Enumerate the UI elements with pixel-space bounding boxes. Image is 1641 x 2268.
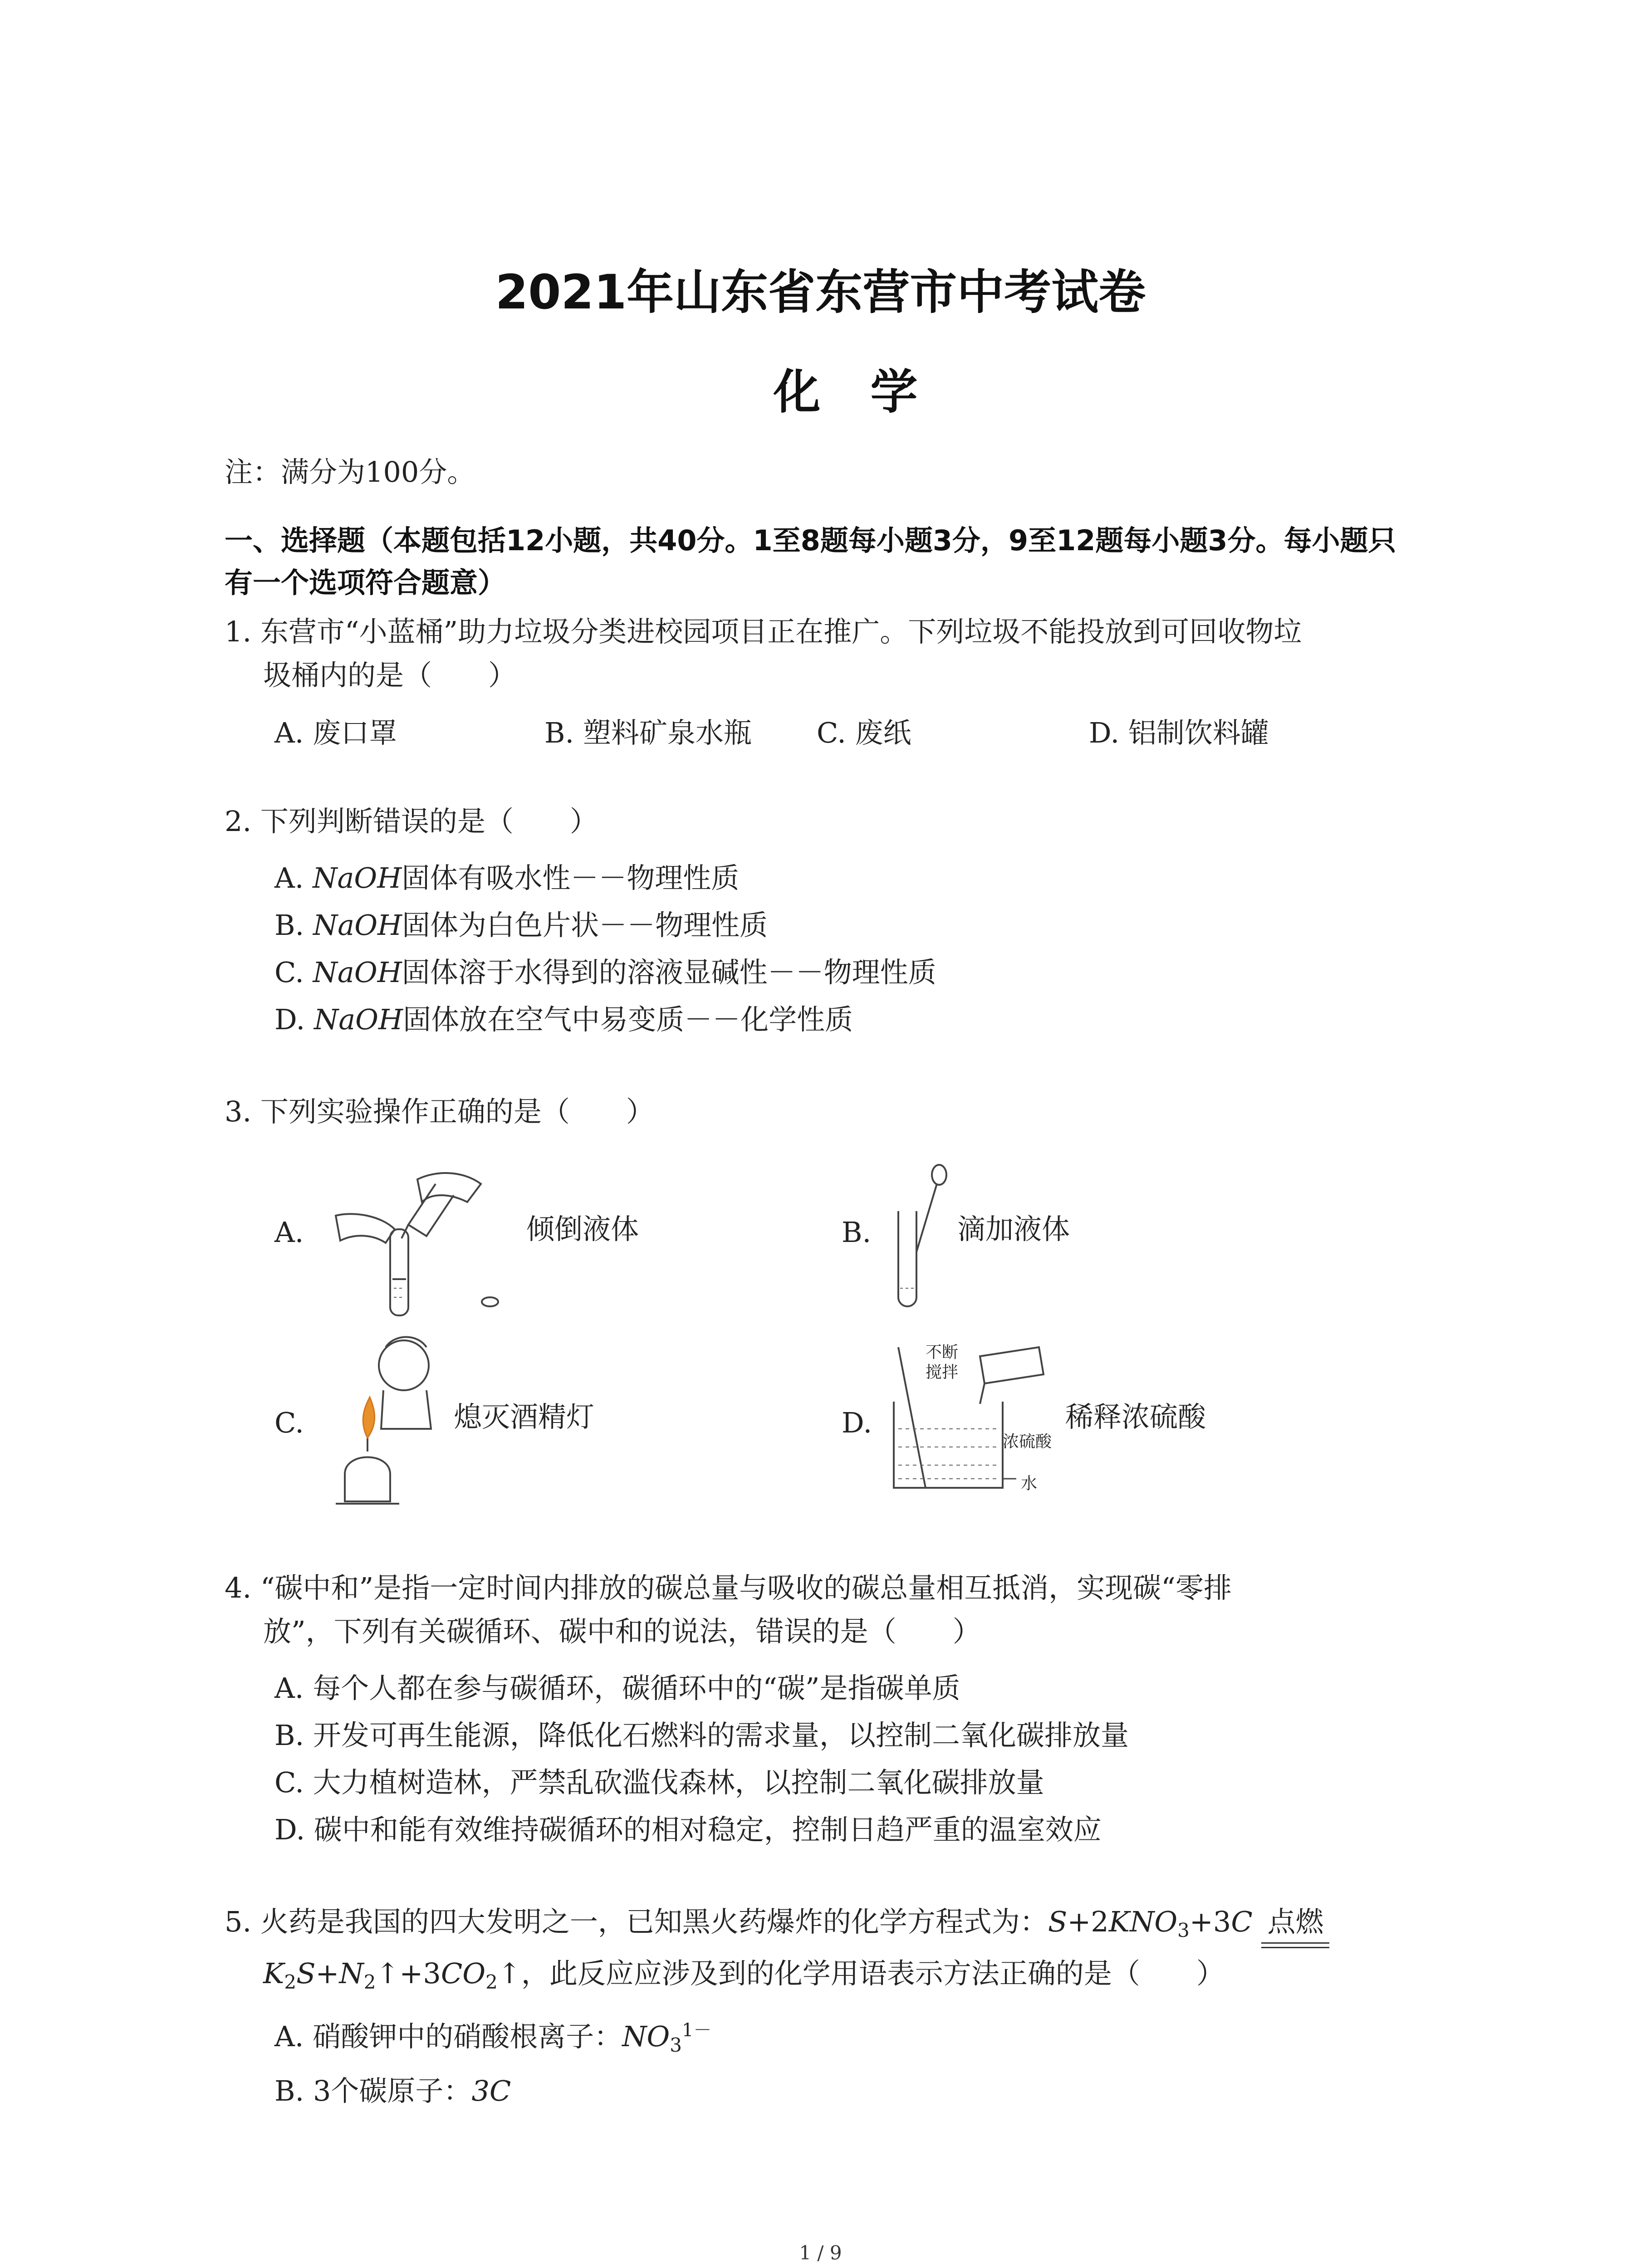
q1-stem-line1: 1. 东营市“小蓝桶”助力垃圾分类进校园项目正在推广。下列垃圾不能投放到可回收物垃 <box>225 615 1302 648</box>
q3-option-a-caption: 倾倒液体 <box>526 1212 639 1246</box>
q5-stem-line1: 5. 火药是我国的四大发明之一，已知黑火药爆炸的化学方程式为：$S+2KNO_3+3C$ 点燃 <box>225 1908 1329 1940</box>
q2-option-a <box>274 855 739 896</box>
score-note: 注：满分为100分。 <box>225 455 475 489</box>
nitrate-ion-formula: NO <box>622 2020 670 2053</box>
alcohol-lamp-illustration <box>318 1329 463 1520</box>
q4-stem-line1: 4. “碳中和”是指一定时间内排放的碳总量与吸收的碳总量相互抵消，实现碳“零排 <box>225 1571 1232 1604</box>
dilute-sulfuric-acid-illustration <box>889 1338 1080 1501</box>
page-number: 1 / 9 <box>799 2242 842 2264</box>
q3-stem: 3. 下列实验操作正确的是（ ） <box>225 1095 654 1128</box>
fig-d-water-label: 水 <box>1021 1474 1038 1493</box>
q5-option-b: B. 3个碳原子：3C <box>274 2074 511 2107</box>
q1-option-d: D. 铝制饮料罐 <box>1089 716 1269 749</box>
q5-stem-line2: $K_2S+N_2↑+3CO_2↑$，此反应应涉及到的化学用语表示方法正确的是（ ） <box>263 1957 1225 1993</box>
q2-option-b-formula: NaOH <box>313 909 402 942</box>
q5-equation-reactants: S <box>1048 1905 1068 1938</box>
q1-option-c: C. 废纸 <box>817 716 911 749</box>
q1-stem-line2: 圾桶内的是（ ） <box>263 659 517 692</box>
q3-option-d-caption: 稀释浓硫酸 <box>1065 1400 1206 1433</box>
reaction-condition: 点燃 <box>1261 1908 1329 1936</box>
q2-option-d-text: 固体放在空气中易变质－－化学性质 <box>403 1003 853 1036</box>
q2-option-a-letter: A. <box>274 861 304 894</box>
q4-option-c: C. 大力植树造林，严禁乱砍滥伐森林，以控制二氧化碳排放量 <box>274 1766 1044 1799</box>
q4-stem-line2: 放”，下列有关碳循环、碳中和的说法，错误的是（ ） <box>263 1615 981 1648</box>
q5-stem-prefix: 5. 火药是我国的四大发明之一，已知黑火药爆炸的化学方程式为： <box>225 1905 1048 1938</box>
q3-option-b-letter: B. <box>842 1216 872 1249</box>
q5-equation-products: K <box>263 1957 284 1990</box>
q2-option-b <box>274 903 768 943</box>
q2-option-d-formula: NaOH <box>314 1003 403 1036</box>
q2-option-c-letter: C. <box>274 956 304 989</box>
q2-option-c <box>274 950 936 990</box>
q3-option-a-letter: A. <box>274 1216 304 1249</box>
dropper-illustration <box>889 1161 962 1315</box>
q2-option-a-text: 固体有吸水性－－物理性质 <box>402 861 740 894</box>
q2-option-b-letter: B. <box>274 909 304 942</box>
q1-option-b: B. 塑料矿泉水瓶 <box>544 716 752 749</box>
q5-option-a: A. 硝酸钾中的硝酸根离子：$NO_3^{1-}$ <box>274 2020 712 2056</box>
subject-title: 化学 <box>773 364 968 420</box>
q4-option-d: D. 碳中和能有效维持碳循环的相对稳定，控制日趋严重的温室效应 <box>274 1813 1102 1846</box>
q2-option-a-formula: NaOH <box>313 861 402 894</box>
three-carbon-atoms: 3C <box>471 2074 511 2107</box>
q2-option-c-formula: NaOH <box>313 956 402 989</box>
q4-option-a: A. 每个人都在参与碳循环，碳循环中的“碳”是指碳单质 <box>274 1672 960 1705</box>
fig-d-stir-label: 不断 搅拌 <box>926 1343 959 1382</box>
q2-option-d-letter: D. <box>274 1003 305 1036</box>
q3-option-c-letter: C. <box>274 1406 304 1439</box>
section-heading-line2: 有一个选项符合题意） <box>225 566 506 599</box>
q3-option-b-caption: 滴加液体 <box>957 1212 1070 1246</box>
q2-stem: 2. 下列判断错误的是（ ） <box>225 805 598 838</box>
q5-stem-suffix: ，此反应应涉及到的化学用语表示方法正确的是（ ） <box>521 1957 1225 1990</box>
flame-icon <box>363 1397 375 1438</box>
q3-option-d-letter: D. <box>842 1406 872 1439</box>
q2-option-b-text: 固体为白色片状－－物理性质 <box>402 909 768 942</box>
q2-option-c-text: 固体溶于水得到的溶液显碱性－－物理性质 <box>402 956 936 989</box>
q1-option-a: A. 废口罩 <box>274 716 397 749</box>
pour-liquid-illustration <box>318 1161 517 1325</box>
fig-d-acid-label: 浓硫酸 <box>1003 1432 1052 1451</box>
q3-option-c-caption: 熄灭酒精灯 <box>454 1400 595 1433</box>
exam-title: 2021年山东省东营市中考试卷 <box>495 264 1146 320</box>
section-heading-line1: 一、选择题（本题包括12小题，共40分。1至8题每小题3分，9至12题每小题3分。每小题只 <box>225 524 1396 557</box>
q2-option-d <box>274 997 853 1037</box>
q4-option-b: B. 开发可再生能源，降低化石燃料的需求量，以控制二氧化碳排放量 <box>274 1719 1129 1752</box>
